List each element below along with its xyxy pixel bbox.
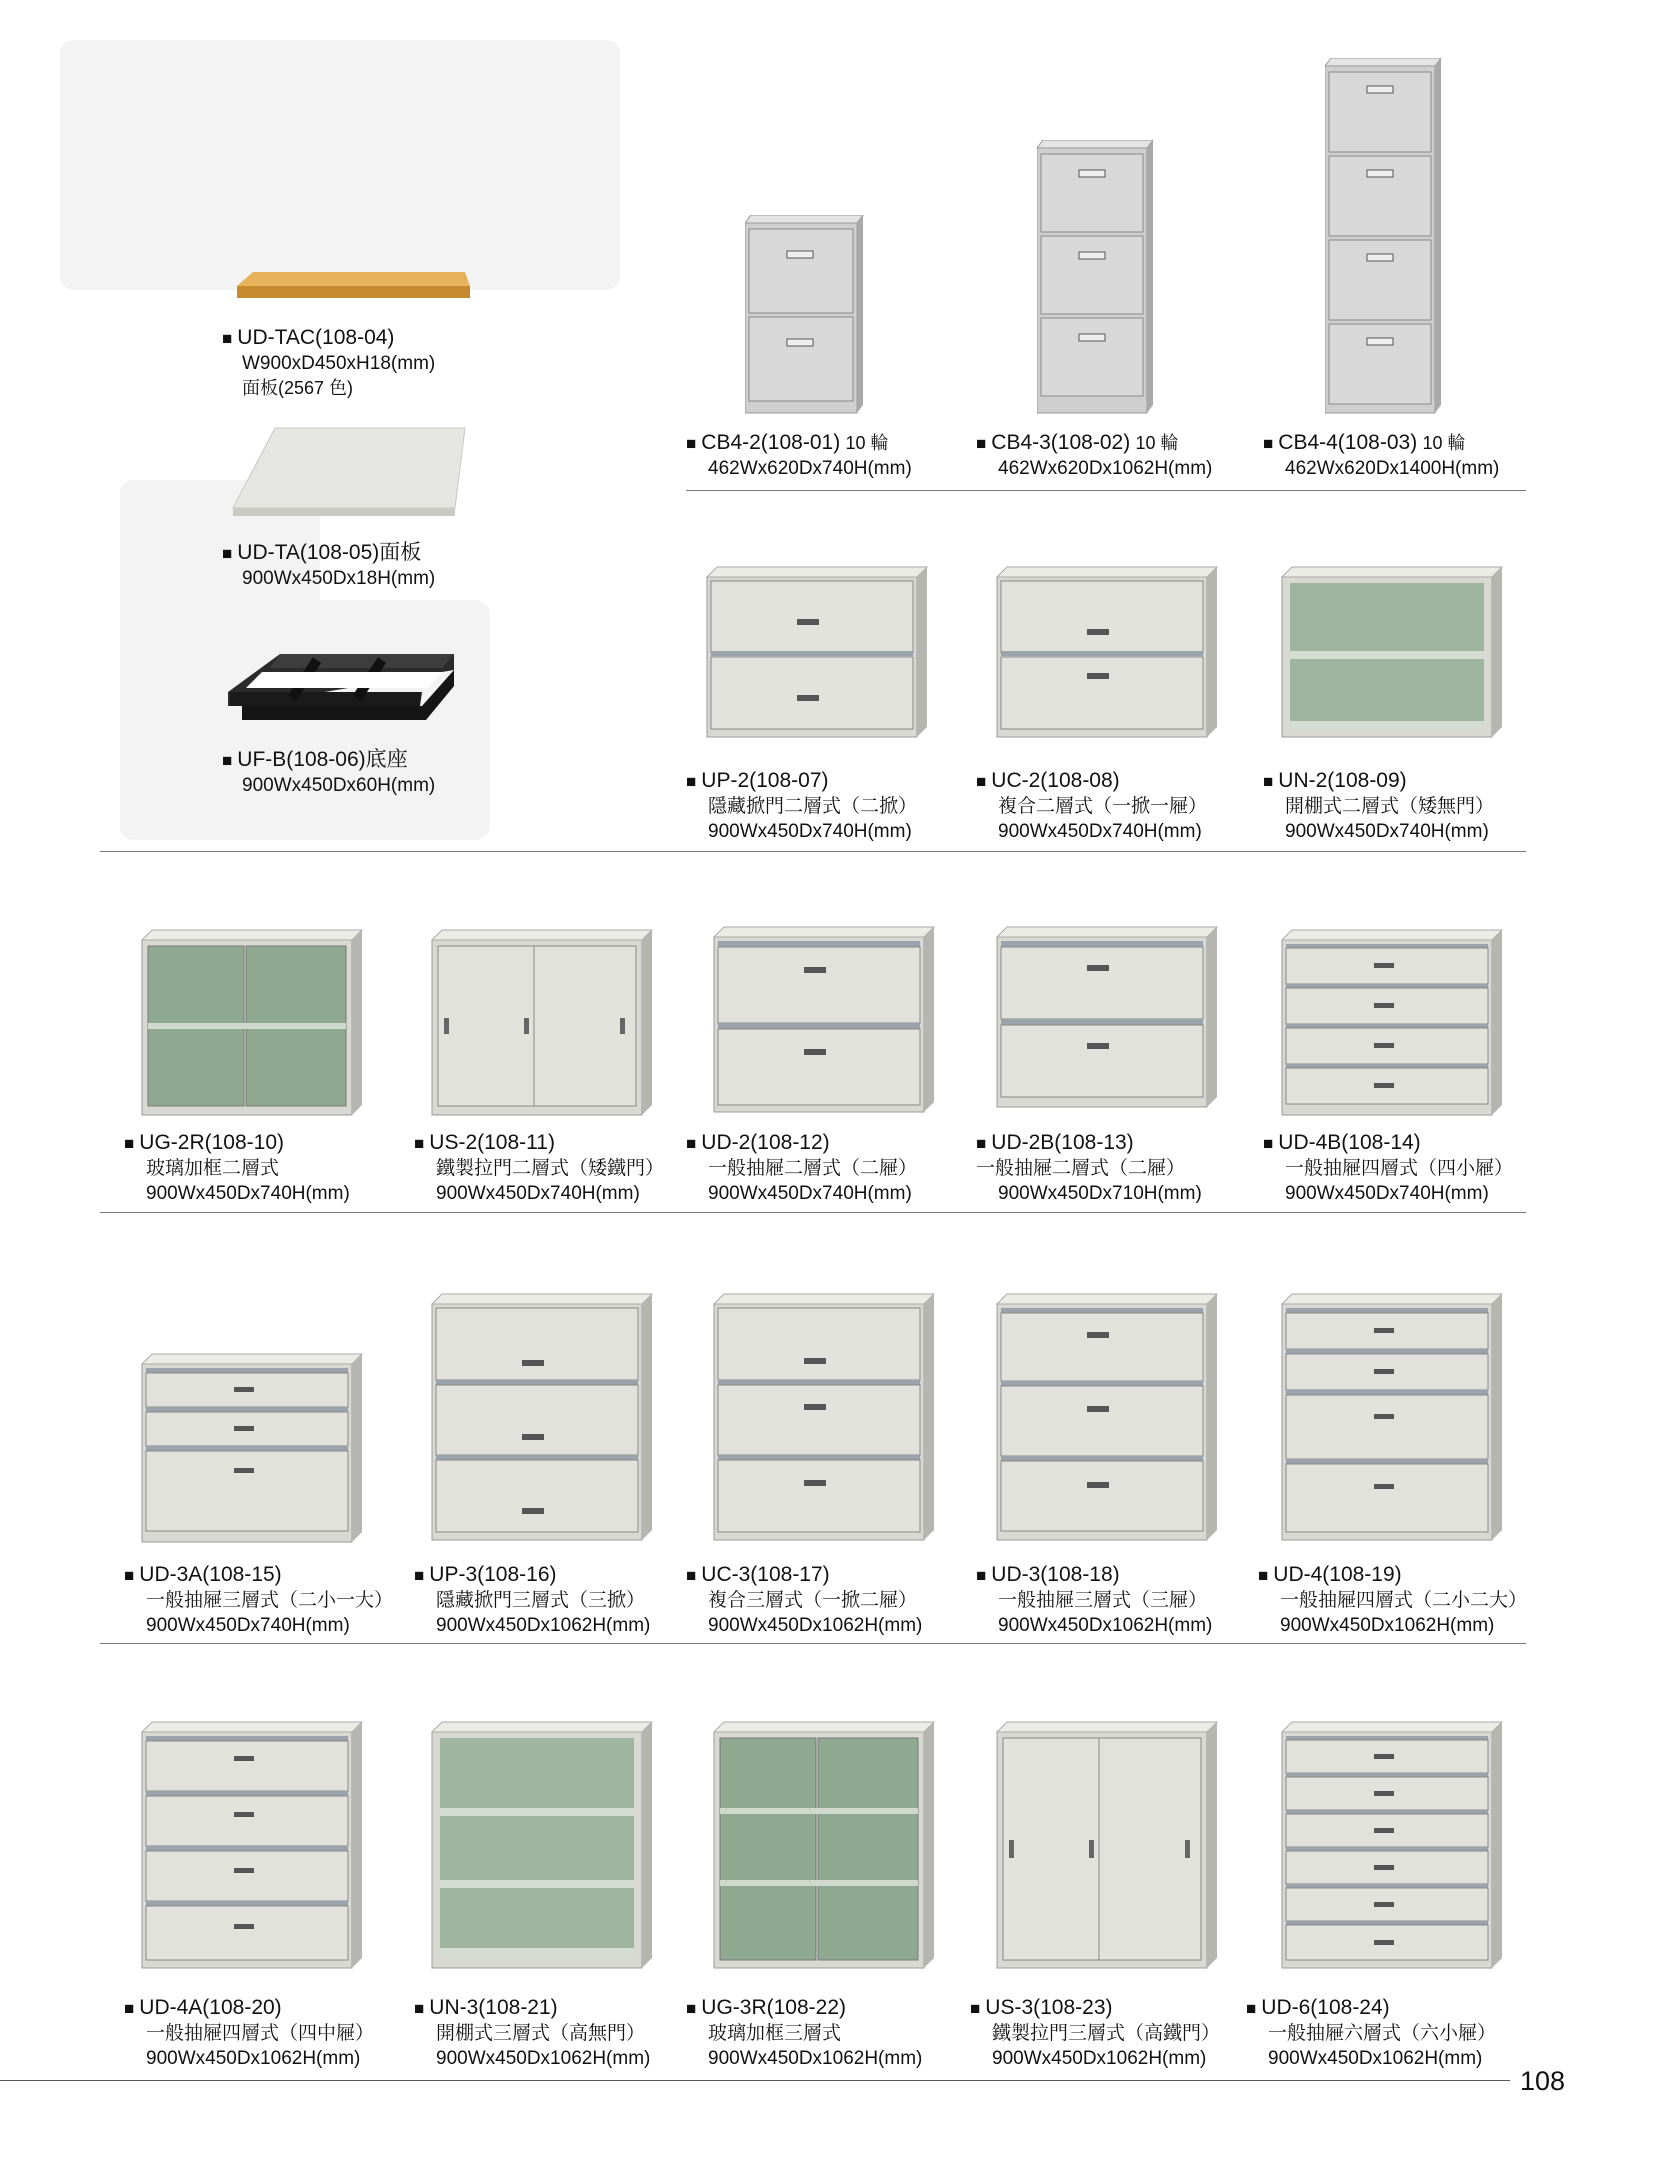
product-image-cb4-4 (1325, 58, 1445, 415)
product-label-up-2: ■ UP-2(108-07) 隱藏掀門二層式（二掀） 900Wx450Dx740H(mm) (686, 769, 918, 842)
divider (686, 490, 1526, 491)
product-image-ud-3a (140, 1352, 370, 1544)
product-label-us-3: ■ US-3(108-23) 鐵製拉門三層式（高鐵門） 900Wx450Dx1062H(mm) (970, 1996, 1221, 2069)
product-image-us-2 (430, 928, 660, 1118)
product-image-up-3 (430, 1292, 660, 1542)
divider (100, 1643, 1526, 1644)
product-image-ug-2r (140, 928, 370, 1118)
product-image-ud-6 (1280, 1720, 1510, 1970)
top-panel-grey-image (225, 420, 475, 530)
product-label-ud-6: ■ UD-6(108-24) 一般抽屜六層式（六小屜） 900Wx450Dx1062H(mm) (1246, 1996, 1497, 2069)
product-image-uc-2 (995, 565, 1225, 740)
product-image-cb4-3 (1037, 140, 1157, 415)
product-image-ud-3 (995, 1292, 1225, 1542)
product-label-ud-4a: ■ UD-4A(108-20) 一般抽屜四層式（四中屜） 900Wx450Dx1062H(mm) (124, 1996, 375, 2069)
accessory-label-uf-b: ■ UF-B(108-06)底座 900Wx450Dx60H(mm) (222, 748, 436, 796)
page-number: 108 (1520, 2066, 1566, 2096)
product-image-un-2 (1280, 565, 1510, 740)
divider (100, 1212, 1526, 1213)
product-label-us-2: ■ US-2(108-11) 鐵製拉門二層式（矮鐵門） 900Wx450Dx740H(mm) (414, 1131, 665, 1204)
product-image-ud-4a (140, 1720, 370, 1970)
product-label-ud-2: ■ UD-2(108-12) 一般抽屜二層式（二屜） 900Wx450Dx740H(mm) (686, 1131, 918, 1204)
base-frame-image (222, 648, 472, 738)
product-image-us-3 (995, 1720, 1225, 1970)
product-label-cb4-2: ■ CB4-2(108-01) 10 輪 462Wx620Dx740H(mm) (686, 431, 912, 479)
divider (100, 851, 1526, 852)
product-image-up-2 (705, 565, 935, 740)
product-image-ud-4b (1280, 928, 1510, 1118)
product-label-un-3: ■ UN-3(108-21) 開棚式三層式（高無門） 900Wx450Dx1062H(mm) (414, 1996, 651, 2069)
product-image-ud-2 (712, 925, 942, 1115)
product-label-ud-3a: ■ UD-3A(108-15) 一般抽屜三層式（二小一大） 900Wx450Dx740H(mm) (124, 1563, 394, 1636)
product-label-ud-4b: ■ UD-4B(108-14) 一般抽屜四層式（四小屜） 900Wx450Dx740H(mm) (1263, 1131, 1514, 1204)
accessory-label-ud-ta: ■ UD-TA(108-05)面板 900Wx450Dx18H(mm) (222, 541, 436, 589)
product-label-up-3: ■ UP-3(108-16) 隱藏掀門三層式（三掀） 900Wx450Dx1062H(mm) (414, 1563, 651, 1636)
product-label-ud-4: ■ UD-4(108-19) 一般抽屜四層式（二小二大） 900Wx450Dx1062H(mm) (1258, 1563, 1528, 1636)
product-label-cb4-3: ■ CB4-3(108-02) 10 輪 462Wx620Dx1062H(mm) (976, 431, 1213, 479)
product-image-uc-3 (712, 1292, 942, 1542)
product-label-cb4-4: ■ CB4-4(108-03) 10 輪 462Wx620Dx1400H(mm) (1263, 431, 1500, 479)
product-label-uc-2: ■ UC-2(108-08) 複合二層式（一掀一屜） 900Wx450Dx740H(mm) (976, 769, 1208, 842)
product-image-un-3 (430, 1720, 660, 1970)
product-label-un-2: ■ UN-2(108-09) 開棚式二層式（矮無門） 900Wx450Dx740H(mm) (1263, 769, 1495, 842)
product-label-uc-3: ■ UC-3(108-17) 複合三層式（一掀二屜） 900Wx450Dx1062H(mm) (686, 1563, 923, 1636)
product-image-ud-4 (1280, 1292, 1510, 1542)
product-label-ud-2b: ■ UD-2B(108-13) 一般抽屜二層式（二屜） 900Wx450Dx710H(mm) (976, 1131, 1202, 1204)
product-label-ug-2r: ■ UG-2R(108-10) 玻璃加框二層式 900Wx450Dx740H(mm) (124, 1131, 350, 1204)
product-label-ud-3: ■ UD-3(108-18) 一般抽屜三層式（三屜） 900Wx450Dx1062H(mm) (976, 1563, 1213, 1636)
accessory-label-ud-tac: ■ UD-TAC(108-04) W900xD450xH18(mm) 面板(2567 色) (222, 326, 436, 398)
product-image-cb4-2 (745, 215, 865, 415)
product-image-ud-2b (995, 925, 1225, 1115)
top-panel-wood-image (225, 252, 475, 312)
product-image-ug-3r (712, 1720, 942, 1970)
footer-rule (0, 2080, 1510, 2081)
product-label-ug-3r: ■ UG-3R(108-22) 玻璃加框三層式 900Wx450Dx1062H(mm) (686, 1996, 923, 2069)
